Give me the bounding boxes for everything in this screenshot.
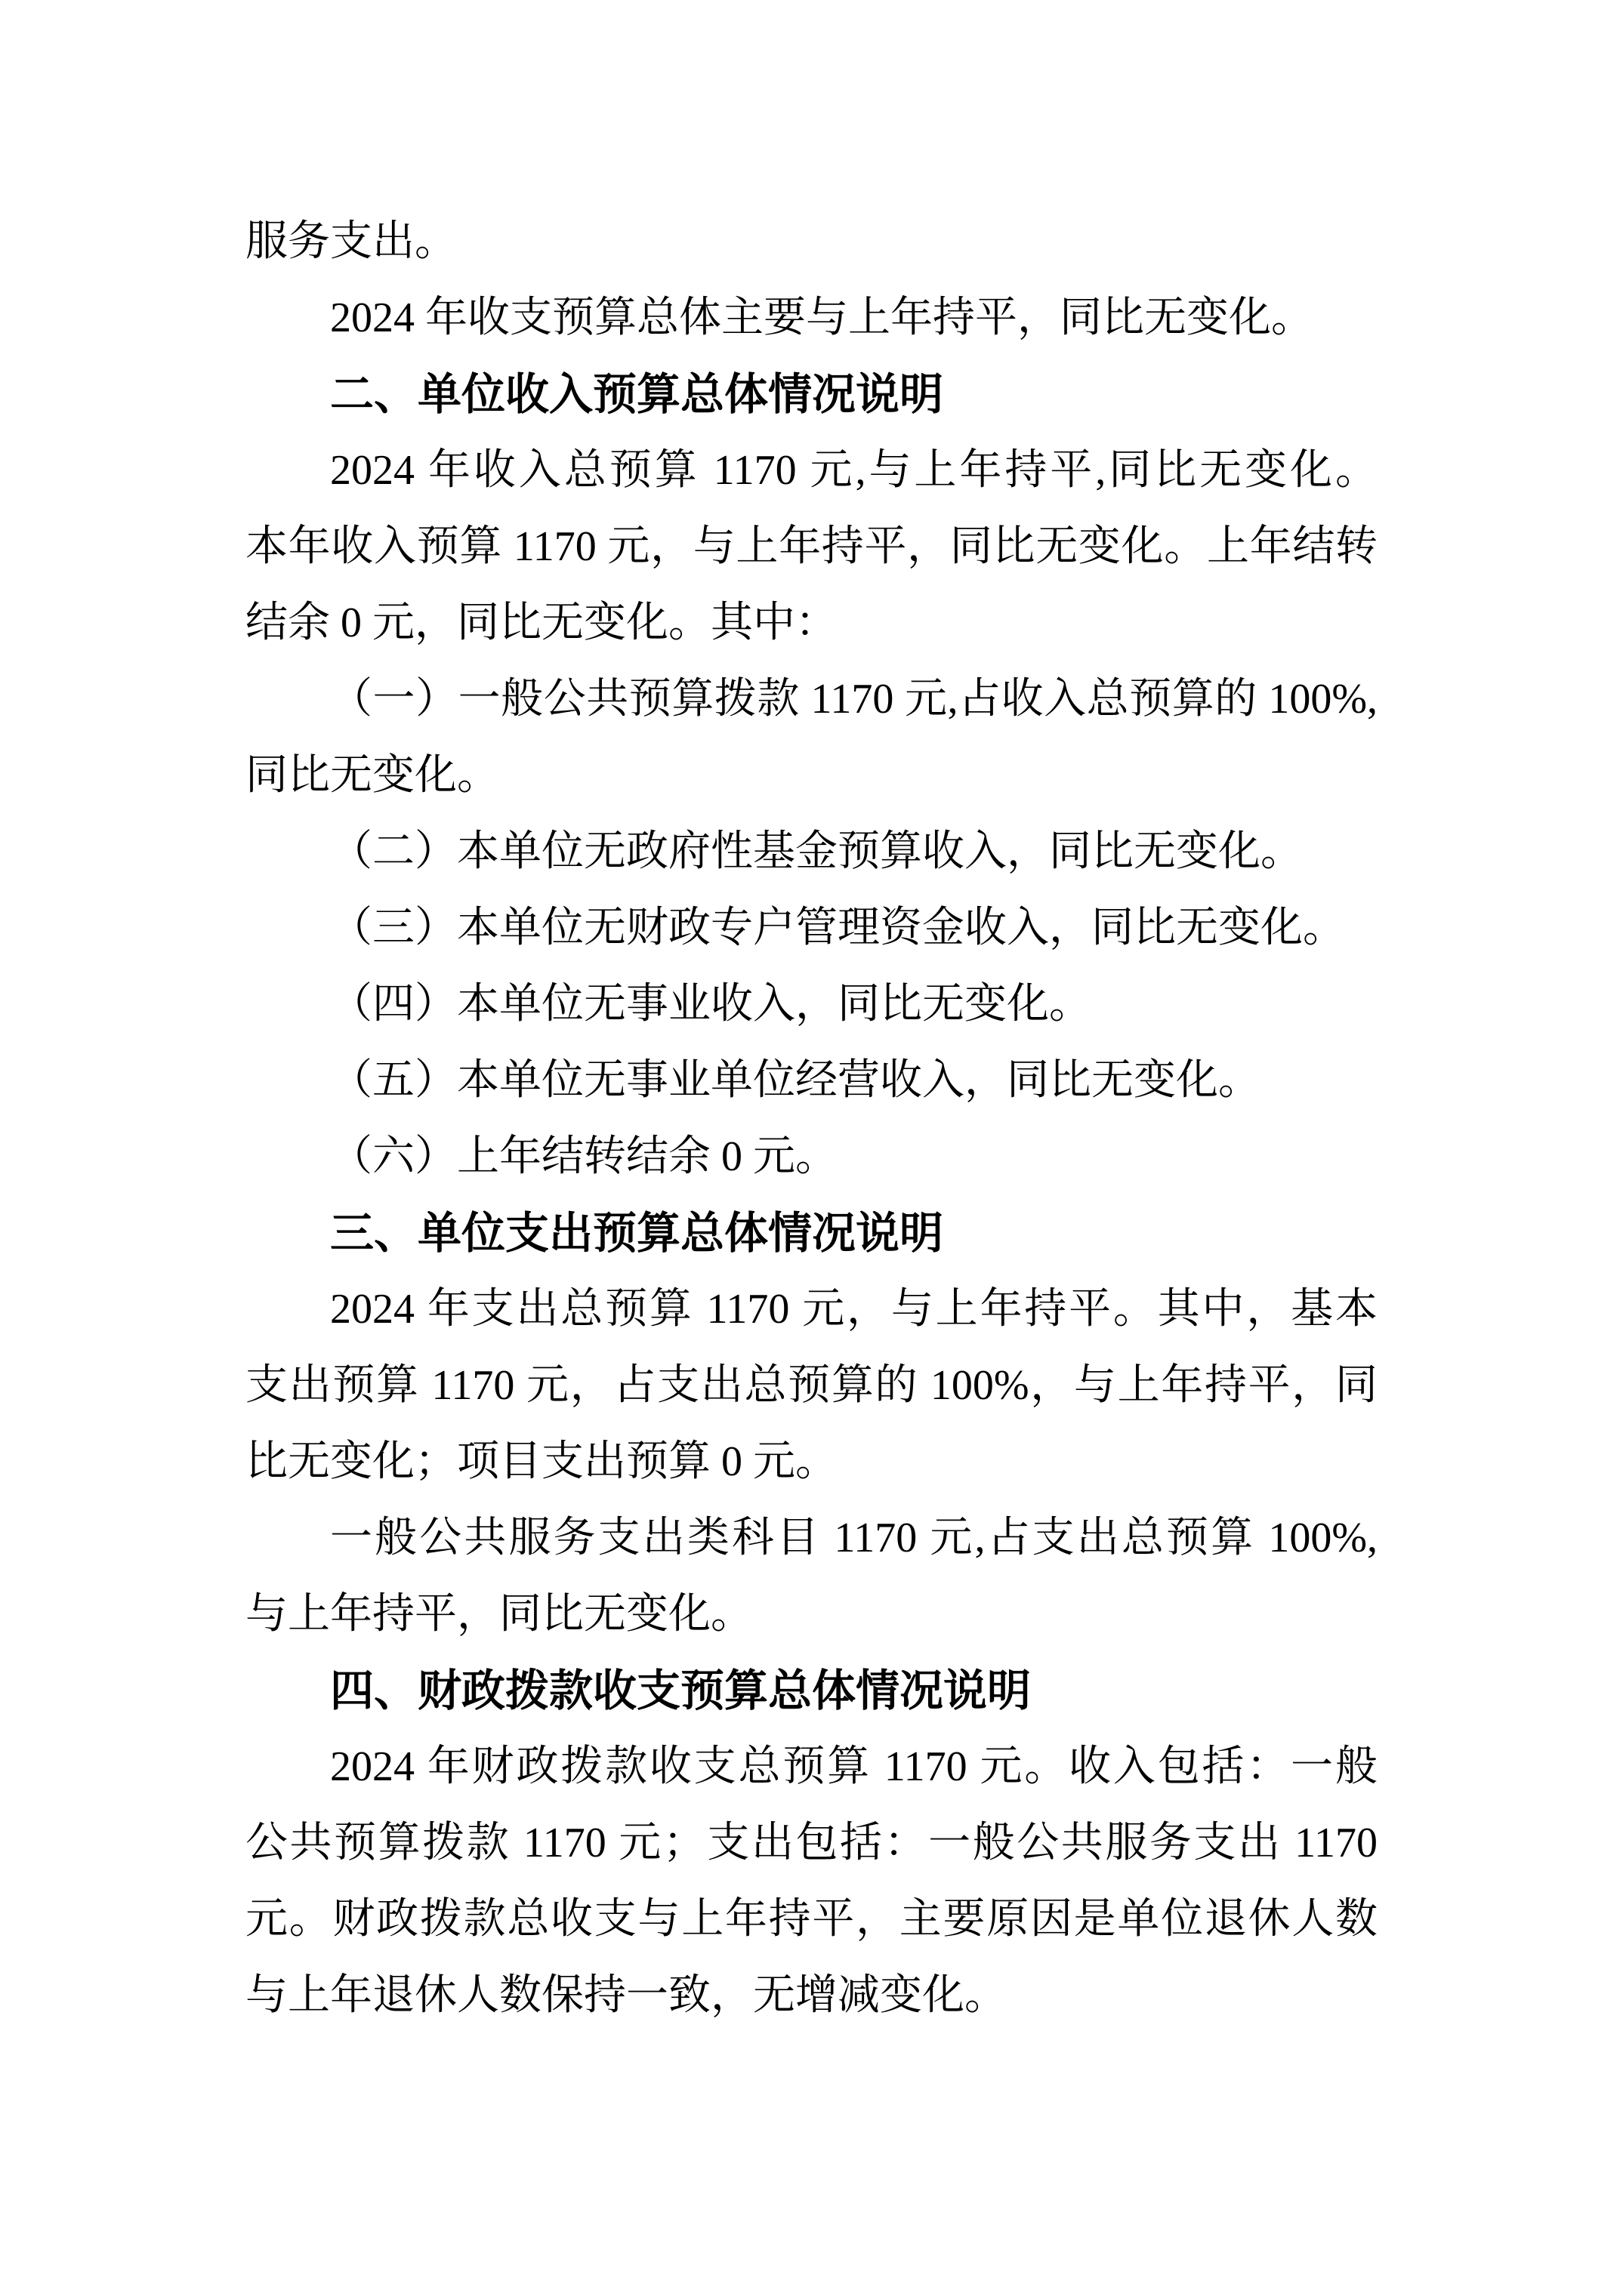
text-line: 公共预算拨款 1170 元；支出包括：一般公共服务支出 1170 [245,1820,1378,1866]
text-line: （四）本单位无事业收入，同比无变化。 [330,981,1091,1028]
text-line: 比无变化；项目支出预算 0 元。 [245,1438,838,1485]
text-line: 服务支出。 [245,218,457,265]
text-line: （六）上年结转结余 0 元。 [330,1133,838,1180]
text-line: 2024 年收支预算总体主要与上年持平，同比无变化。 [330,294,1313,341]
text-line: 本年收入预算 1170 元，与上年持平，同比无变化。上年结转 [245,523,1378,570]
text-line: 结余 0 元，同比无变化。其中： [245,599,838,646]
text-line: 2024 年财政拨款收支总预算 1170 元。收入包括：一般 [330,1743,1378,1790]
text-line: 一般公共服务支出类科目 1170 元,占支出总预算 100%, [330,1515,1378,1561]
text-line: 与上年退休人数保持一致，无增减变化。 [245,1972,1007,2019]
text-line: （五）本单位无事业单位经营收入，同比无变化。 [330,1057,1260,1104]
text-line: 2024 年收入总预算 1170 元,与上年持平,同比无变化。 [330,447,1378,494]
text-line: 与上年持平，同比无变化。 [245,1591,753,1638]
section-heading: 四、财政拨款收支预算总体情况说明 [330,1666,1032,1715]
text-line: 同比无变化。 [245,752,499,799]
section-heading: 二、单位收入预算总体情况说明 [330,370,944,419]
section-heading: 三、单位支出预算总体情况说明 [330,1209,944,1258]
document-body [245,204,1378,2034]
text-line: 支出预算 1170 元，占支出总预算的 100%，与上年持平，同 [245,1362,1378,1409]
text-line: 元。财政拨款总收支与上年持平，主要原因是单位退休人数 [245,1896,1378,1943]
text-line: （三）本单位无财政专户管理资金收入，同比无变化。 [330,905,1345,951]
text-line: （一）一般公共预算拨款 1170 元,占收入总预算的 100%, [330,676,1378,723]
text-line: 2024 年支出总预算 1170 元，与上年持平。其中，基本 [330,1286,1378,1333]
text-line: （二）本单位无政府性基金预算收入，同比无变化。 [330,828,1303,875]
